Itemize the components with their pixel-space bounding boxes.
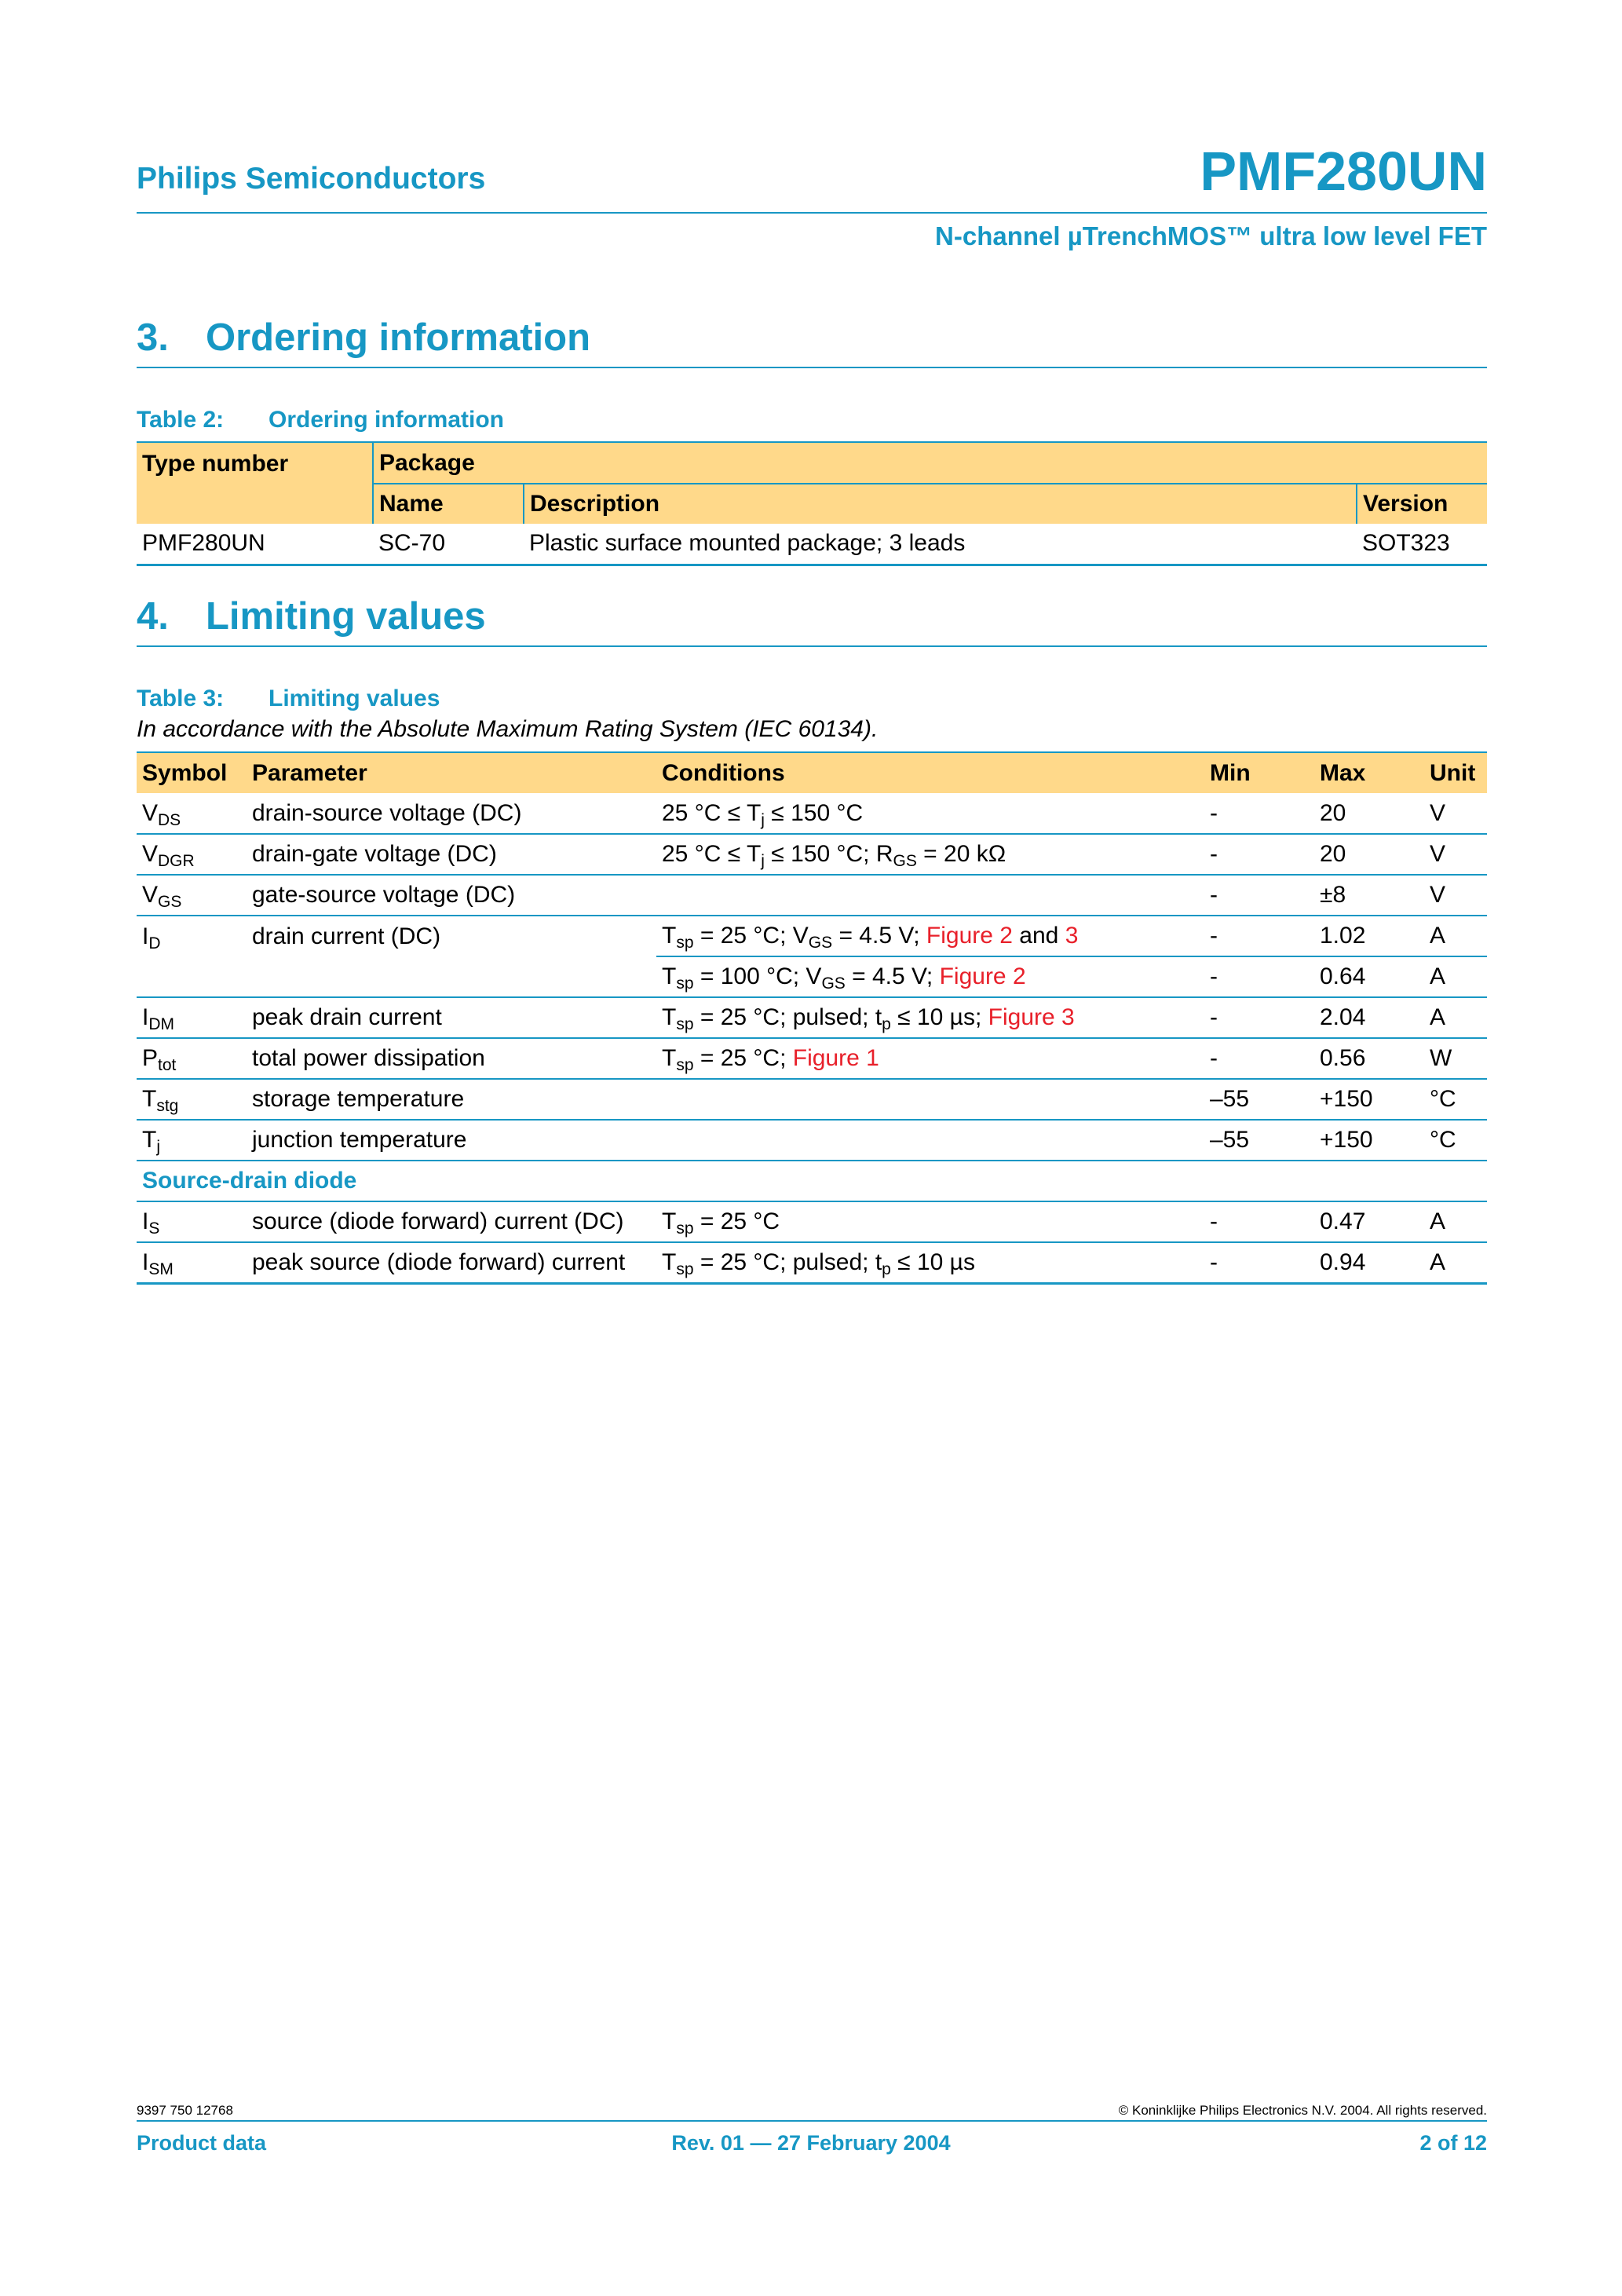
cell-type-number: PMF280UN xyxy=(137,524,373,565)
cell-conditions: $T_{sp} = 25$ °C; pulsed; $t_p \le 10$ µs xyxy=(656,1242,1204,1283)
table-3-caption xyxy=(137,686,440,712)
col-description: Description xyxy=(524,484,1357,524)
table-2-title: Ordering information xyxy=(269,407,504,433)
cell-version: SOT323 xyxy=(1357,524,1487,565)
table-row xyxy=(137,997,1487,1038)
col-min: Min xyxy=(1204,752,1314,793)
cell-max: 20 xyxy=(1314,793,1424,834)
cell-conditions: $T_{sp} = 25$ °C xyxy=(656,1201,1204,1242)
table-row xyxy=(137,834,1487,875)
section-4-divider xyxy=(137,645,1487,647)
header-divider xyxy=(137,212,1487,214)
cell-min: - xyxy=(1204,916,1314,956)
cell-conditions: $T_{sp} = 25$ °C; Figure 1 xyxy=(656,1038,1204,1079)
cell-unit: A xyxy=(1424,997,1487,1038)
cell-max: 0.56 xyxy=(1314,1038,1424,1079)
page-number: 2 of 12 xyxy=(1419,2131,1487,2155)
cell-description: Plastic surface mounted package; 3 leads xyxy=(524,524,1357,565)
cell-conditions: 25 $^\circ C \le T_j \le 150$ °C xyxy=(656,793,1204,834)
footer-divider xyxy=(137,2120,1487,2122)
cell-max: 0.64 xyxy=(1314,956,1424,997)
table-3-title: Limiting values xyxy=(269,686,440,711)
cell-conditions: $T_{sp} = 25$ °C; $V_{GS} = 4.5$ V; Figure 2 and 3 xyxy=(656,916,1204,956)
product-subtitle: N-channel µTrenchMOS™ ultra low level FET xyxy=(935,221,1487,250)
cell-symbol: $I_S$ xyxy=(137,1201,247,1242)
section-3-title: Ordering information xyxy=(206,316,590,359)
cell-parameter: drain-source voltage (DC) xyxy=(247,793,656,834)
cell-conditions xyxy=(656,1120,1204,1161)
figure-3-link[interactable]: Figure 3 xyxy=(988,1004,1075,1030)
cell-max: 20 xyxy=(1314,834,1424,875)
cell-unit: V xyxy=(1424,875,1487,916)
cell-symbol: $I_D$ xyxy=(137,916,247,997)
limiting-values-table xyxy=(137,751,1487,1285)
cell-min: –55 xyxy=(1204,1120,1314,1161)
copyright-notice: © Koninklijke Philips Electronics N.V. 2004. All rights reserved. xyxy=(1118,2103,1487,2118)
table-row xyxy=(137,1242,1487,1283)
table-subheading-row xyxy=(137,1161,1487,1201)
revision-info: Rev. 01 — 27 February 2004 xyxy=(671,2131,951,2155)
cell-symbol: $I_{SM}$ xyxy=(137,1242,247,1283)
company-name: Philips Semiconductors xyxy=(137,162,486,196)
cell-min: - xyxy=(1204,956,1314,997)
document-status: Product data xyxy=(137,2131,267,2155)
cell-unit: V xyxy=(1424,834,1487,875)
cell-min: - xyxy=(1204,875,1314,916)
section-4-title: Limiting values xyxy=(206,595,486,638)
cell-conditions: $T_{sp} = 25$ °C; pulsed; $t_p \le 10$ µs; Figure 3 xyxy=(656,997,1204,1038)
cell-parameter: peak source (diode forward) current xyxy=(247,1242,656,1283)
table-3-note: In accordance with the Absolute Maximum Rating System (IEC 60134). xyxy=(137,716,879,742)
cell-unit: A xyxy=(1424,1201,1487,1242)
cell-max: +150 xyxy=(1314,1079,1424,1120)
cell-parameter: junction temperature xyxy=(247,1120,656,1161)
col-name: Name xyxy=(373,484,524,524)
col-version: Version xyxy=(1357,484,1487,524)
section-4-heading xyxy=(137,594,486,638)
table-3-label: Table 3: xyxy=(137,686,225,711)
cell-unit: A xyxy=(1424,1242,1487,1283)
table-row xyxy=(137,916,1487,956)
table-row xyxy=(137,793,1487,834)
cell-parameter: drain-gate voltage (DC) xyxy=(247,834,656,875)
product-name: PMF280UN xyxy=(1200,141,1487,202)
cell-min: –55 xyxy=(1204,1079,1314,1120)
cell-symbol: $V_{DGR}$ xyxy=(137,834,247,875)
figure-2-link[interactable]: Figure 2 xyxy=(926,923,1013,949)
section-3-number: 3. xyxy=(137,316,169,359)
col-unit: Unit xyxy=(1424,752,1487,793)
figure-2-link[interactable]: Figure 2 xyxy=(939,963,1026,989)
cell-min: - xyxy=(1204,793,1314,834)
col-type-number: Type number xyxy=(137,442,373,524)
cell-parameter: storage temperature xyxy=(247,1079,656,1120)
document-number: 9397 750 12768 xyxy=(137,2103,233,2118)
cell-min: - xyxy=(1204,997,1314,1038)
cell-max: 2.04 xyxy=(1314,997,1424,1038)
col-max: Max xyxy=(1314,752,1424,793)
ordering-table xyxy=(137,441,1487,566)
cell-parameter: source (diode forward) current (DC) xyxy=(247,1201,656,1242)
cell-conditions xyxy=(656,875,1204,916)
table-2-caption xyxy=(137,407,504,433)
cell-conditions: 25 $^\circ C \le T_j \le 150$ °C; $R_{GS} = 20$ kΩ xyxy=(656,834,1204,875)
figure-3-link[interactable]: 3 xyxy=(1065,923,1079,949)
cell-min: - xyxy=(1204,1201,1314,1242)
cell-symbol: $I_{DM}$ xyxy=(137,997,247,1038)
cell-unit: W xyxy=(1424,1038,1487,1079)
cell-min: - xyxy=(1204,1038,1314,1079)
section-3-divider xyxy=(137,367,1487,368)
table-row xyxy=(137,1079,1487,1120)
col-parameter: Parameter xyxy=(247,752,656,793)
cell-unit: °C xyxy=(1424,1079,1487,1120)
section-4-number: 4. xyxy=(137,595,169,638)
cell-unit: A xyxy=(1424,956,1487,997)
cell-symbol: $T_j$ xyxy=(137,1120,247,1161)
table-row xyxy=(137,1038,1487,1079)
cell-unit: A xyxy=(1424,916,1487,956)
col-conditions: Conditions xyxy=(656,752,1204,793)
cell-symbol: $P_{tot}$ xyxy=(137,1038,247,1079)
table-2-label: Table 2: xyxy=(137,407,225,433)
cell-symbol: $V_{DS}$ xyxy=(137,793,247,834)
cell-max: +150 xyxy=(1314,1120,1424,1161)
cell-max: 1.02 xyxy=(1314,916,1424,956)
cell-parameter: peak drain current xyxy=(247,997,656,1038)
cell-conditions: $T_{sp} = 100$ °C; $V_{GS} = 4.5$ V; Figure 2 xyxy=(656,956,1204,997)
section-3-heading xyxy=(137,316,590,360)
cell-max: ±8 xyxy=(1314,875,1424,916)
table-row xyxy=(137,524,1487,565)
col-symbol: Symbol xyxy=(137,752,247,793)
source-drain-diode-heading: Source-drain diode xyxy=(137,1161,1487,1201)
figure-1-link[interactable]: Figure 1 xyxy=(792,1045,879,1071)
table-row xyxy=(137,1120,1487,1161)
table-row xyxy=(137,1201,1487,1242)
cell-parameter: drain current (DC) xyxy=(247,916,656,997)
table-row xyxy=(137,875,1487,916)
cell-name: SC-70 xyxy=(373,524,524,565)
cell-parameter: gate-source voltage (DC) xyxy=(247,875,656,916)
cell-max: 0.94 xyxy=(1314,1242,1424,1283)
cell-min: - xyxy=(1204,1242,1314,1283)
col-package: Package xyxy=(373,442,1487,484)
cell-max: 0.47 xyxy=(1314,1201,1424,1242)
cell-unit: °C xyxy=(1424,1120,1487,1161)
cell-symbol: $V_{GS}$ xyxy=(137,875,247,916)
cell-min: - xyxy=(1204,834,1314,875)
cell-symbol: $T_{stg}$ xyxy=(137,1079,247,1120)
cell-conditions xyxy=(656,1079,1204,1120)
cell-parameter: total power dissipation xyxy=(247,1038,656,1079)
cell-unit: V xyxy=(1424,793,1487,834)
